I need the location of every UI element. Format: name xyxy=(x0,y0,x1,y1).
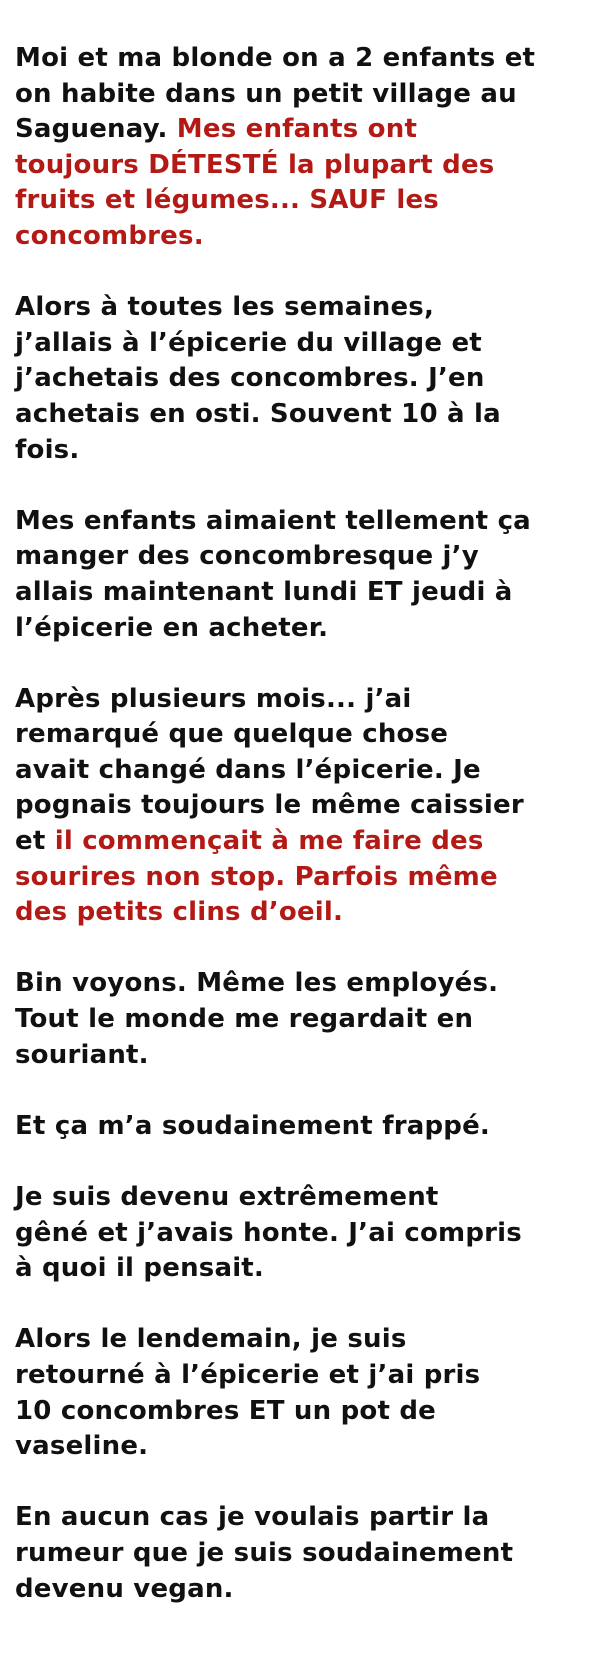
body-text: j’allais à l’épicerie du village et xyxy=(15,327,482,358)
text-line xyxy=(15,860,595,896)
body-text: Alors à toutes les semaines, xyxy=(15,292,435,323)
story-paragraph xyxy=(15,682,595,931)
body-text: avait changé dans l’épicerie. Je xyxy=(15,754,481,785)
body-text: achetais en osti. Souvent 10 à la xyxy=(15,398,501,429)
highlighted-text: il commençait à me faire des xyxy=(54,826,484,857)
body-text: retourné à l’épicerie et j’ai pris xyxy=(15,1359,481,1390)
text-line xyxy=(15,183,595,219)
body-text: Je suis devenu extrêmement xyxy=(15,1182,439,1212)
text-line xyxy=(15,112,595,148)
highlighted-text: toujours DÉTESTÉ la plupart des xyxy=(15,149,495,180)
body-text: et xyxy=(15,826,55,857)
text-line xyxy=(15,290,595,326)
body-text: pognais toujours le même caissier xyxy=(15,790,524,821)
story-text xyxy=(15,41,595,1643)
body-text: Saguenay. xyxy=(15,114,177,145)
text-line xyxy=(15,1002,595,1038)
text-line xyxy=(15,41,595,77)
body-text: remarqué que quelque chose xyxy=(15,719,449,750)
text-line xyxy=(15,1216,595,1252)
body-text: on habite dans un petit village au xyxy=(15,78,517,109)
highlighted-text: concombres. xyxy=(15,220,204,251)
body-text: rumeur que je suis soudainement xyxy=(15,1537,514,1568)
body-text: vaseline. xyxy=(15,1431,149,1462)
highlighted-text: des petits clins d’oeil. xyxy=(15,897,344,928)
highlighted-text: fruits et légumes... SAUF les xyxy=(15,185,439,216)
text-line xyxy=(15,326,595,362)
text-line xyxy=(15,682,595,718)
body-text: Alors le lendemain, je suis xyxy=(15,1324,407,1355)
text-line xyxy=(15,397,595,433)
body-text: l’épicerie en acheter. xyxy=(15,612,329,643)
text-line xyxy=(15,966,595,1002)
body-text: j’achetais des concombres. J’en xyxy=(15,363,485,394)
story-paragraph xyxy=(15,1500,595,1607)
text-line xyxy=(15,1322,595,1358)
story-paragraph xyxy=(15,290,595,468)
story-paragraph xyxy=(15,966,595,1073)
text-line xyxy=(15,361,595,397)
body-text: Moi et ma blonde on a 2 enfants et xyxy=(15,43,536,73)
text-line xyxy=(15,1572,595,1608)
text-line xyxy=(15,1180,595,1216)
text-line xyxy=(15,539,595,575)
story-paragraph xyxy=(15,1109,595,1145)
body-text: manger des concombresque j’y xyxy=(15,541,479,572)
body-text: fois. xyxy=(15,434,80,465)
text-line xyxy=(15,219,595,255)
text-line xyxy=(15,1500,595,1536)
text-line xyxy=(15,1536,595,1572)
body-text: Après plusieurs mois... j’ai xyxy=(15,683,412,714)
text-line xyxy=(15,1251,595,1287)
text-line xyxy=(15,575,595,611)
body-text: En aucun cas je voulais partir la xyxy=(15,1502,490,1533)
body-text: à quoi il pensait. xyxy=(15,1253,265,1284)
body-text: allais maintenant lundi ET jeudi à xyxy=(15,576,513,607)
text-line xyxy=(15,1429,595,1465)
text-line xyxy=(15,1394,595,1430)
story-paragraph xyxy=(15,41,595,255)
text-line xyxy=(15,824,595,860)
story-paragraph xyxy=(15,1322,595,1464)
story-paragraph xyxy=(15,504,595,646)
text-line xyxy=(15,788,595,824)
text-line xyxy=(15,77,595,113)
text-line xyxy=(15,611,595,647)
text-line xyxy=(15,717,595,753)
text-line xyxy=(15,1038,595,1074)
text-line xyxy=(15,148,595,184)
story-paragraph xyxy=(15,1180,595,1287)
text-line xyxy=(15,753,595,789)
highlighted-text: sourires non stop. Parfois même xyxy=(15,861,498,892)
body-text: souriant. xyxy=(15,1039,149,1070)
body-text: Bin voyons. Même les employés. xyxy=(15,968,499,999)
text-line xyxy=(15,1358,595,1394)
body-text: devenu vegan. xyxy=(15,1573,234,1604)
text-line xyxy=(15,1109,595,1145)
body-text: gêné et j’avais honte. J’ai compris xyxy=(15,1217,522,1248)
body-text: Et ça m’a soudainement frappé. xyxy=(15,1110,491,1141)
text-line xyxy=(15,433,595,469)
text-line xyxy=(15,504,595,540)
body-text: Mes enfants aimaient tellement ça xyxy=(15,505,531,536)
body-text: 10 concombres ET un pot de xyxy=(15,1395,436,1426)
highlighted-text: Mes enfants ont xyxy=(176,114,418,145)
text-line xyxy=(15,895,595,931)
body-text: Tout le monde me regardait en xyxy=(15,1004,474,1035)
